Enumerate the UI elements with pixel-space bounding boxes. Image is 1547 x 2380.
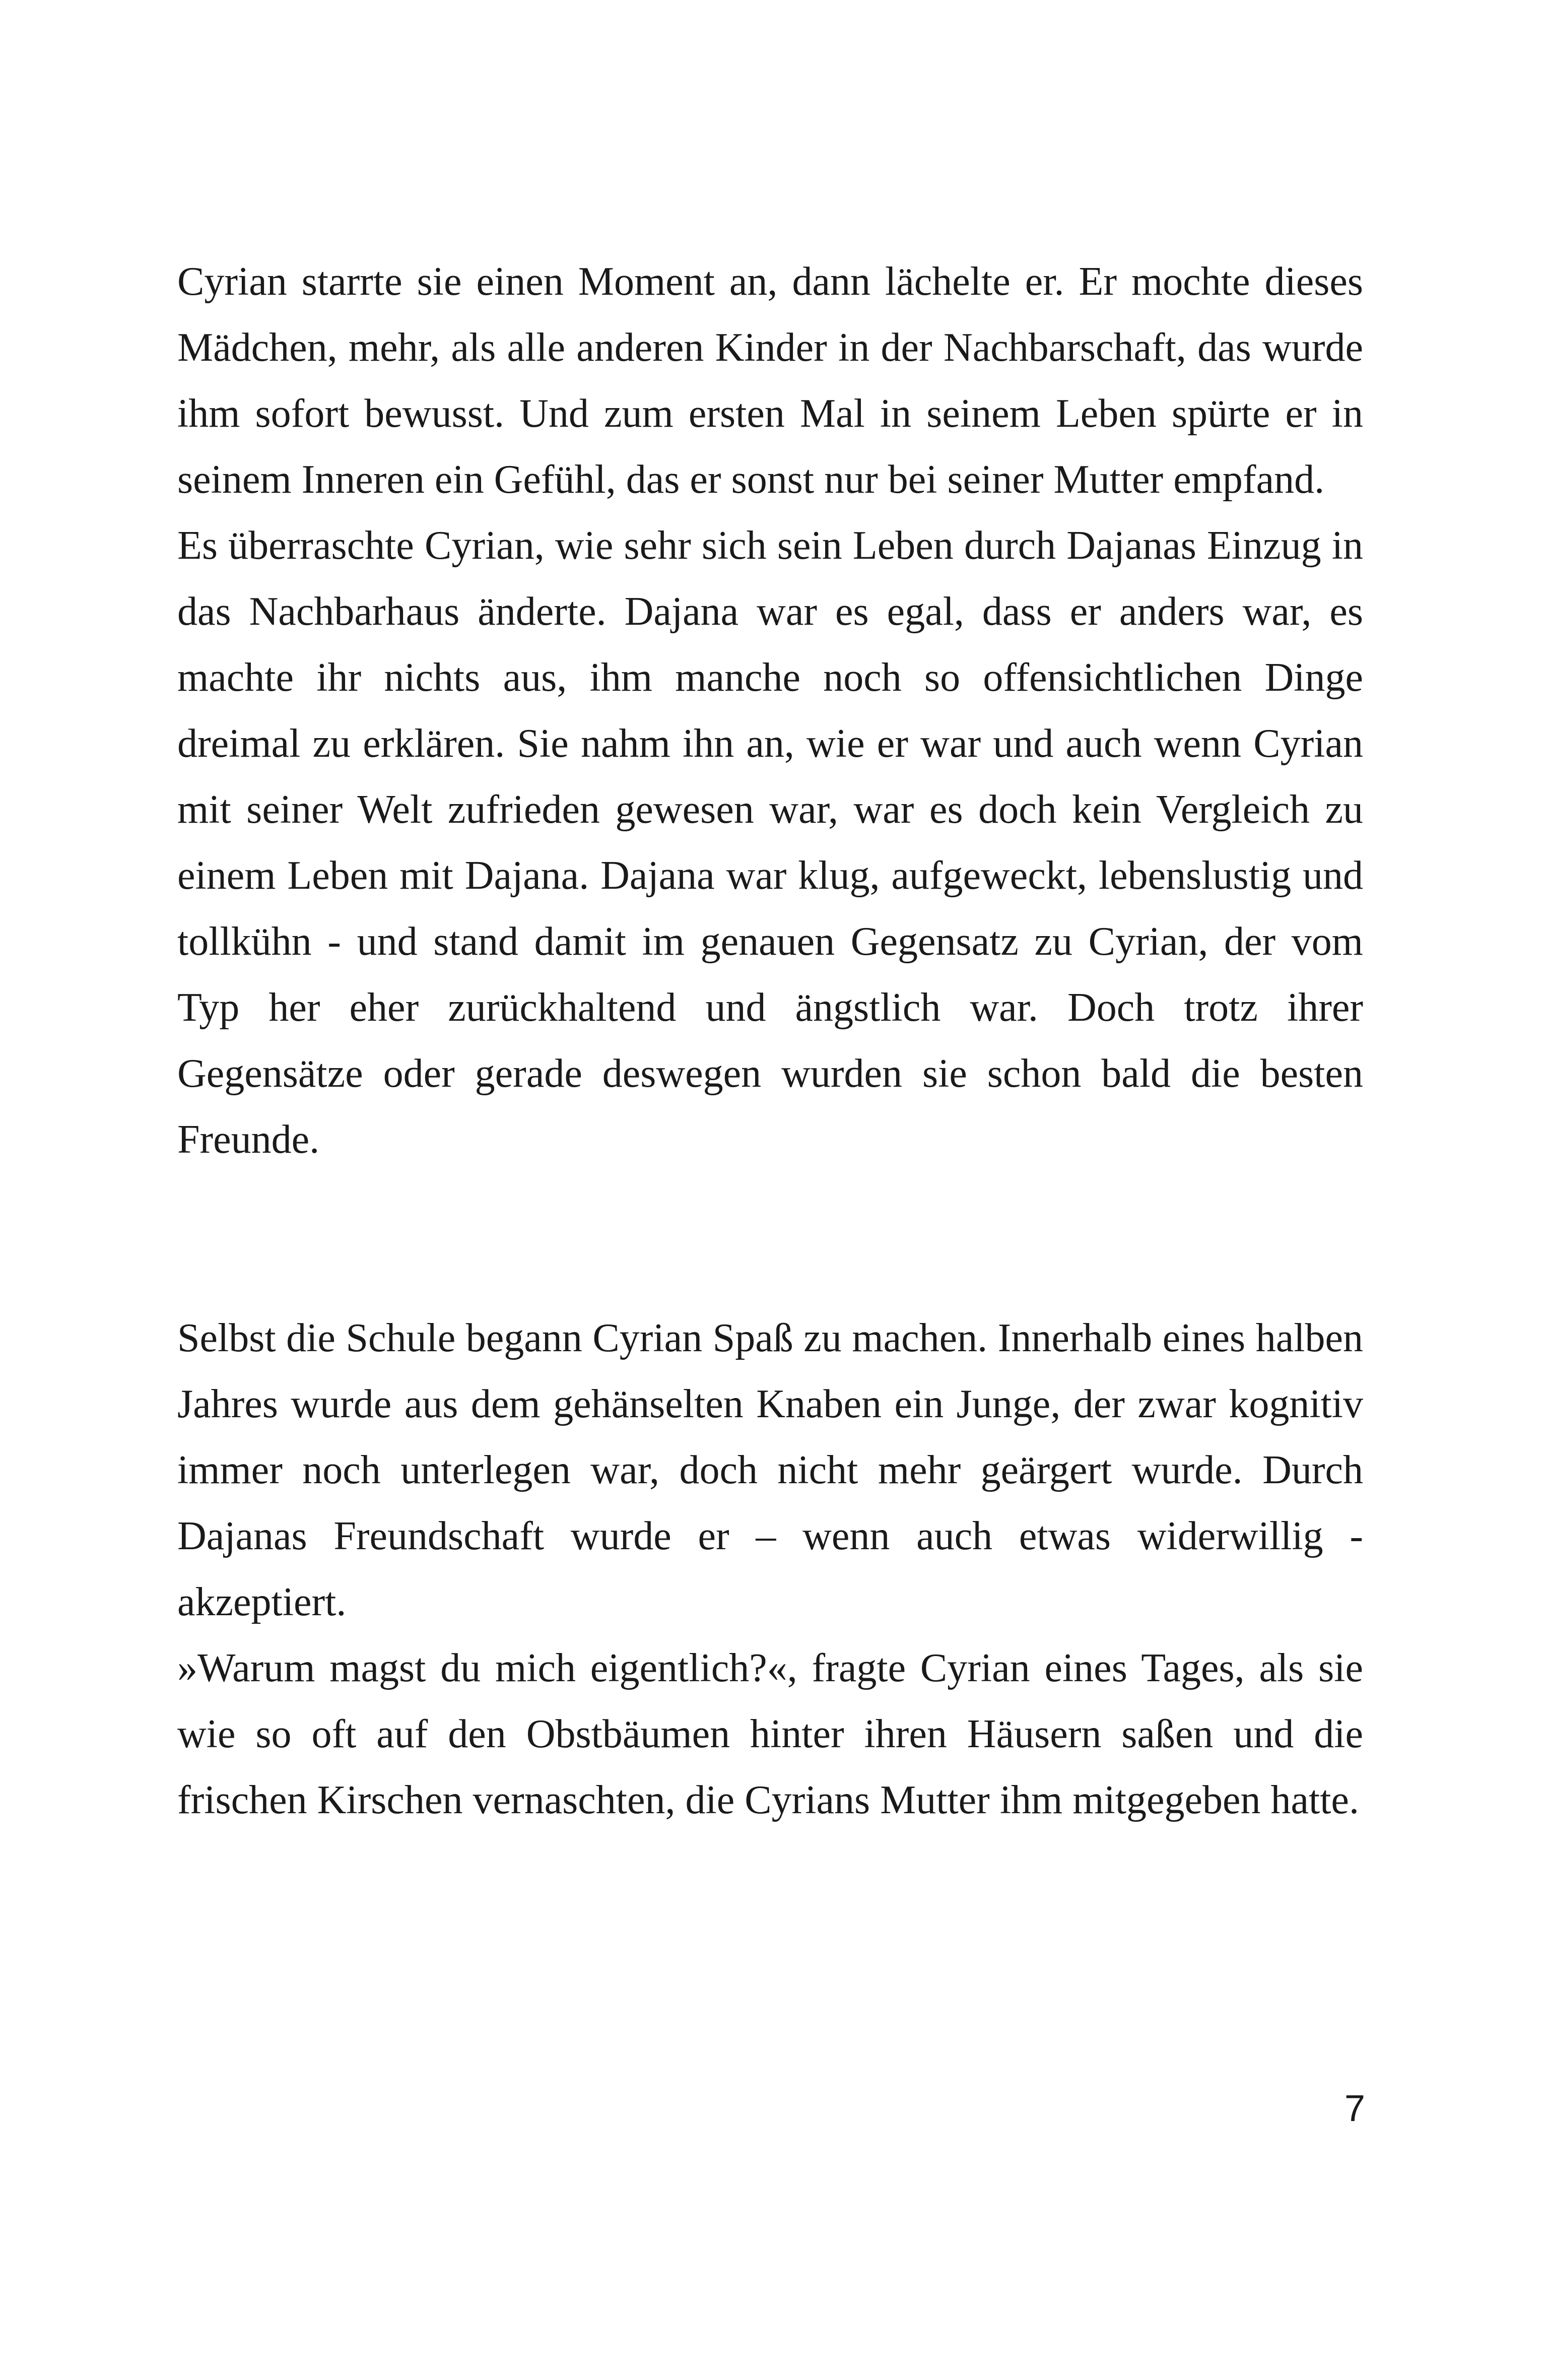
text-block-1 xyxy=(177,249,1363,1173)
paragraph: »Warum magst du mich eigentlich?«, fragte Cyrian eines Tages, als sie wie so oft auf den Obstbäumen hinter ihren Häusern saßen und die frischen Kirschen vernaschten, die Cyrians Mutter ihm mitgegeben hatte. xyxy=(177,1646,1363,1822)
paragraph: Es überraschte Cyrian, wie sehr sich sein Leben durch Dajanas Einzug in das Nachbarhaus änderte. Dajana war es egal, dass er anders war, es machte ihr nichts aus, ihm manche noch so offensichtlichen Dinge dreimal zu erklären. Sie nahm ihn an, wie er war und auch wenn Cyrian mit seiner Welt zufrieden gewesen war, war es doch kein Vergleich zu einem Leben mit Dajana. Dajana war klug, aufgeweckt, lebenslustig und tollkühn - und stand damit im genauen Gegensatz zu Cyrian, der vom Typ her eher zurückhaltend und ängstlich war. Doch trotz ihrer Gegensätze oder gerade deswegen wurden sie schon bald die besten Freunde. xyxy=(177,523,1363,1162)
paragraph: Selbst die Schule begann Cyrian Spaß zu machen. Innerhalb eines halben Jahres wurde aus dem gehänselten Knaben ein Junge, der zwar kognitiv immer noch unterlegen war, doch nicht mehr geärgert wurde. Durch Dajanas Freundschaft wurde er – wenn auch etwas widerwillig - akzeptiert. xyxy=(177,1316,1363,1624)
page-number: 7 xyxy=(1344,2087,1365,2129)
paragraph: Cyrian starrte sie einen Moment an, dann lächelte er. Er mochte dieses Mädchen, mehr, als alle anderen Kinder in der Nachbarschaft, das wurde ihm sofort bewusst. Und zum ersten Mal in seinem Leben spürte er in seinem Inneren ein Gefühl, das er sonst nur bei seiner Mutter empfand. xyxy=(177,259,1363,502)
text-block-2 xyxy=(177,1305,1363,1833)
